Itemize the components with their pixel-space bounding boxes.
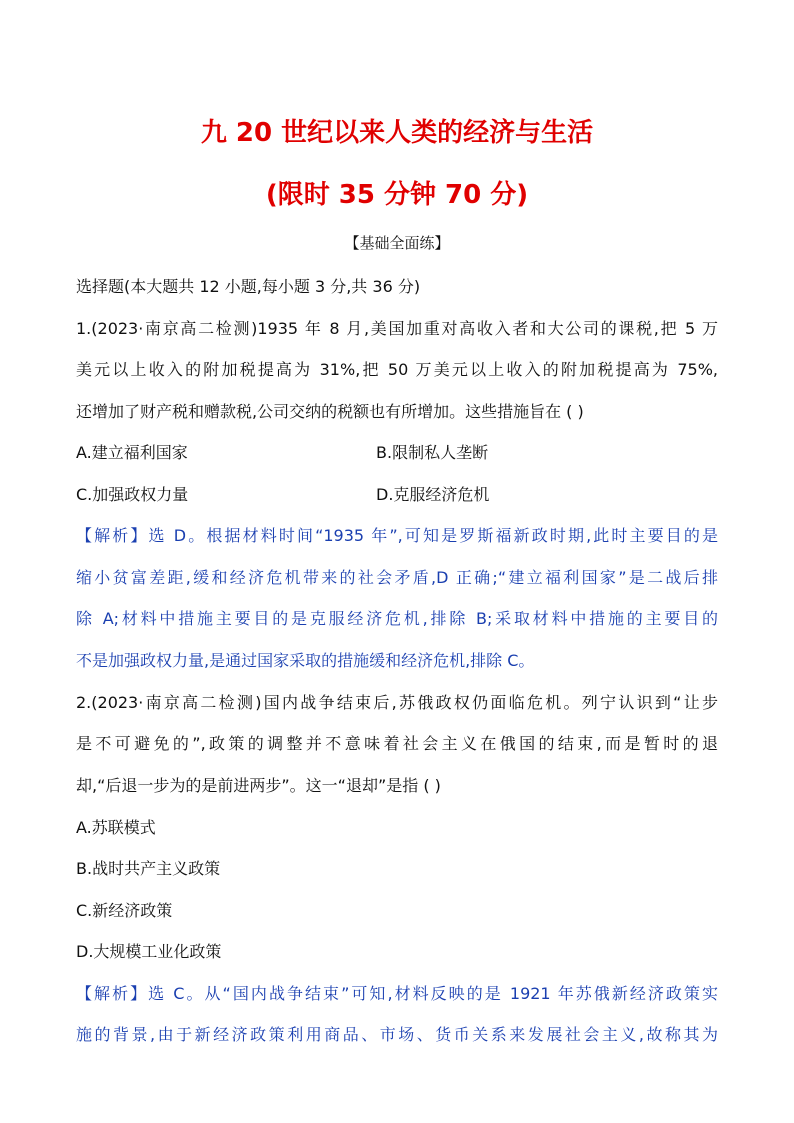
q1-analysis-line: 缩小贫富差距,缓和经济危机带来的社会矛盾,D 正确;“建立福利国家”是二战后排 (76, 568, 718, 587)
q2-option-b: B.战时共产主义政策 (76, 859, 221, 878)
q2-stem-line: 2.(2023·南京高二检测)国内战争结束后,苏俄政权仍面临危机。列宁认识到“让步 (76, 693, 718, 712)
q1-option-a: A.建立福利国家 (76, 443, 188, 462)
q2-option-a: A.苏联模式 (76, 818, 156, 837)
q1-option-d: D.克服经济危机 (376, 485, 490, 504)
q2-analysis-line: 施的背景,由于新经济政策利用商品、市场、货币关系来发展社会主义,故称其为 (76, 1025, 718, 1044)
q2-stem-line: 是不可避免的”,政策的调整并不意味着社会主义在俄国的结束,而是暂时的退 (76, 734, 718, 753)
q1-stem-line: 还增加了财产税和赠款税,公司交纳的税额也有所增加。这些措施旨在 ( ) (76, 402, 584, 421)
q2-analysis-line: 【解析】选 C。从“国内战争结束”可知,材料反映的是 1921 年苏俄新经济政策实 (76, 984, 718, 1003)
intro-text: 选择题(本大题共 12 小题,每小题 3 分,共 36 分) (76, 277, 421, 296)
q1-analysis-line: 除 A;材料中措施主要目的是克服经济危机,排除 B;采取材料中措施的主要目的 (76, 609, 718, 628)
page-subtitle: (限时 35 分钟 70 分) (265, 180, 529, 210)
q1-option-b: B.限制私人垄断 (376, 443, 489, 462)
q1-option-row (76, 482, 490, 505)
q1-option-c: C.加强政权力量 (76, 485, 189, 504)
q2-stem-line: 却,“后退一步为的是前进两步”。这一“退却”是指 ( ) (76, 776, 441, 795)
q1-stem-line: 1.(2023·南京高二检测)1935 年 8 月,美国加重对高收入者和大公司的课税,把 5 万 (76, 319, 718, 338)
q1-option-row (76, 440, 489, 463)
section-label: 【基础全面练】 (344, 234, 450, 252)
q1-stem-line: 美元以上收入的附加税提高为 31%,把 50 万美元以上收入的附加税提高为 75%, (76, 360, 718, 379)
q2-option-d: D.大规模工业化政策 (76, 942, 222, 961)
q1-analysis-line: 【解析】选 D。根据材料时间“1935 年”,可知是罗斯福新政时期,此时主要目的是 (76, 526, 718, 545)
page-title: 九 20 世纪以来人类的经济与生活 (200, 118, 594, 148)
q1-analysis-line: 不是加强政权力量,是通过国家采取的措施缓和经济危机,排除 C。 (76, 651, 535, 670)
q2-option-c: C.新经济政策 (76, 901, 173, 920)
